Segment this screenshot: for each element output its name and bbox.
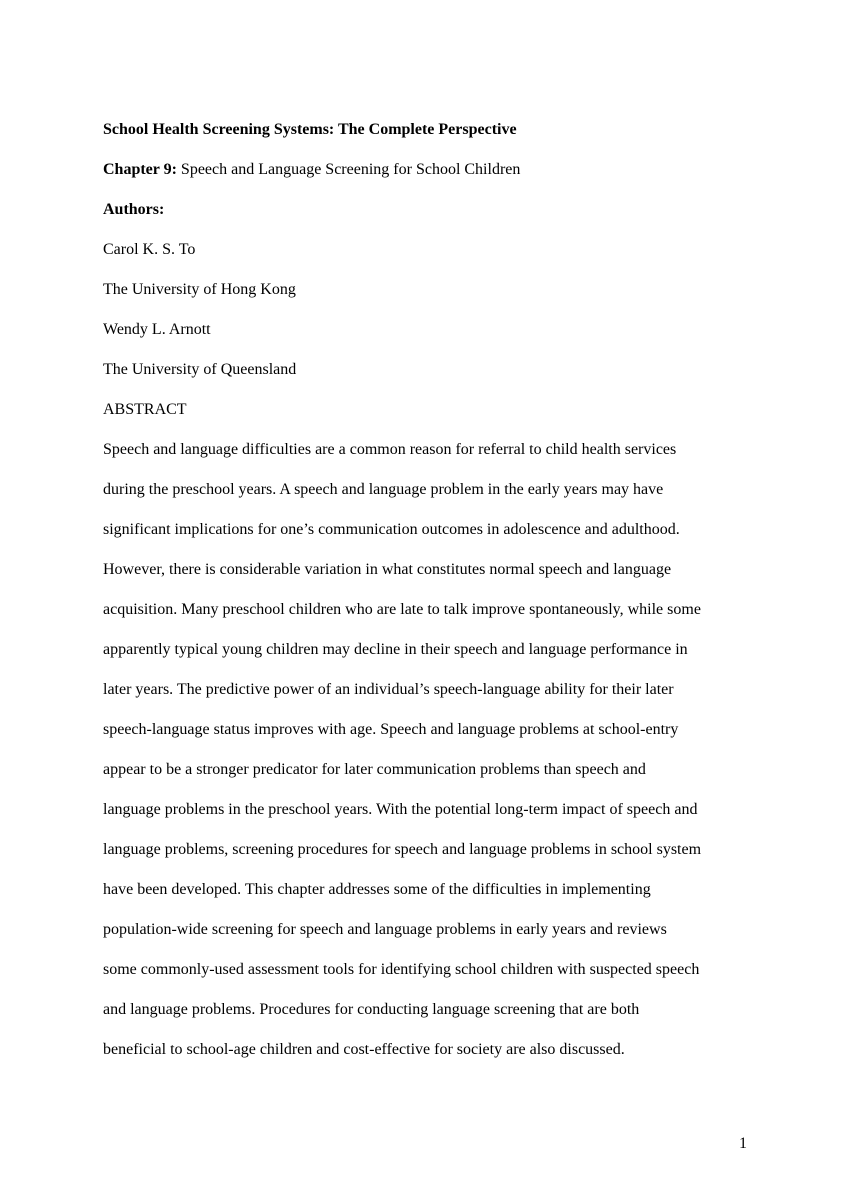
book-title: School Health Screening Systems: The Complete Perspective <box>103 121 517 138</box>
author-affiliation: The University of Queensland <box>103 361 297 378</box>
abstract-line: population-wide screening for speech and language problems in early years and reviews <box>103 921 667 938</box>
abstract-line: Speech and language difficulties are a common reason for referral to child health services <box>103 441 677 458</box>
abstract-line: acquisition. Many preschool children who are late to talk improve spontaneously, while some <box>103 601 701 618</box>
author-name: Carol K. S. To <box>103 241 196 258</box>
abstract-line: have been developed. This chapter addresses some of the difficulties in implementing <box>103 881 651 898</box>
abstract-line: later years. The predictive power of an individual’s speech-language ability for their later <box>103 681 674 698</box>
abstract-line: apparently typical young children may decline in their speech and language performance in <box>103 641 688 658</box>
page-number: 1 <box>739 1135 747 1152</box>
abstract-line: appear to be a stronger predicator for later communication problems than speech and <box>103 761 646 778</box>
abstract-line: beneficial to school-age children and cost-effective for society are also discussed. <box>103 1041 625 1058</box>
abstract-heading: ABSTRACT <box>103 401 187 418</box>
abstract-line: language problems, screening procedures for speech and language problems in school system <box>103 841 702 858</box>
abstract-line: some commonly-used assessment tools for identifying school children with suspected speech <box>103 961 700 978</box>
abstract-line: and language problems. Procedures for conducting language screening that are both <box>103 1001 640 1018</box>
abstract-line: during the preschool years. A speech and language problem in the early years may have <box>103 481 664 498</box>
abstract-line: language problems in the preschool years. With the potential long-term impact of speech and <box>103 801 698 818</box>
author-name: Wendy L. Arnott <box>103 321 211 338</box>
abstract-line: speech-language status improves with age. Speech and language problems at school-entry <box>103 721 679 738</box>
abstract-body <box>103 440 763 1080</box>
chapter-label: Chapter 9: <box>103 161 177 178</box>
author-affiliation: The University of Hong Kong <box>103 281 296 298</box>
authors-label: Authors: <box>103 201 165 218</box>
chapter-line <box>103 160 520 180</box>
abstract-line: However, there is considerable variation in what constitutes normal speech and language <box>103 561 672 578</box>
chapter-title: Speech and Language Screening for School Children <box>180 161 521 178</box>
abstract-line: significant implications for one’s communication outcomes in adolescence and adulthood. <box>103 521 680 538</box>
